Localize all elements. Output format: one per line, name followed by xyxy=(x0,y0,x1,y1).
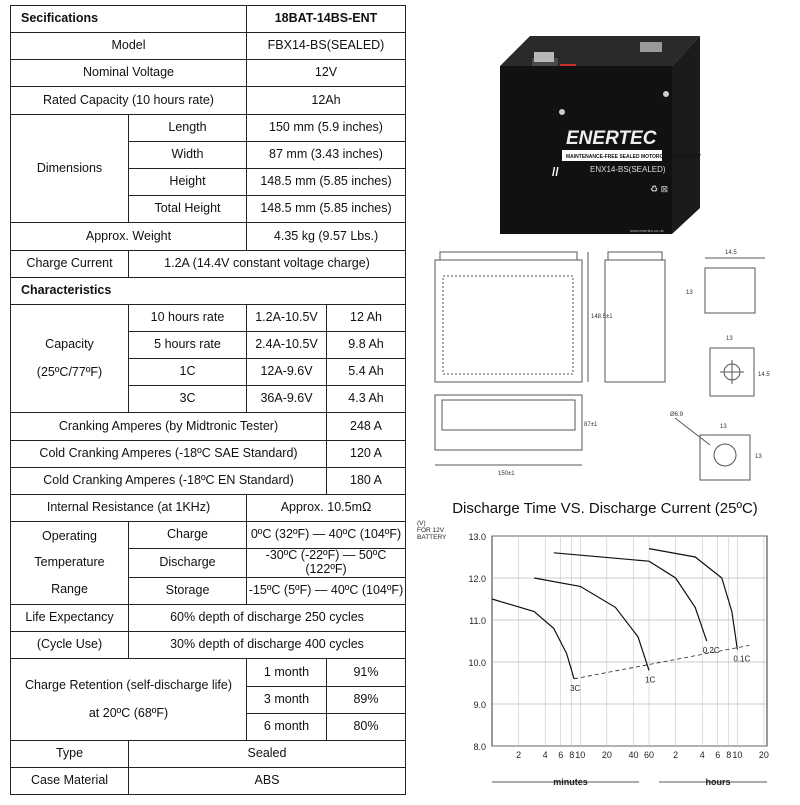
brand-logo: ENERTEC xyxy=(566,128,657,149)
temp-range xyxy=(247,522,406,549)
series-line-1C xyxy=(534,578,649,670)
x-hour-tick-label: 6 xyxy=(715,750,721,760)
temp-low: 0ºC (32ºF) xyxy=(250,527,310,542)
cranking-label: Cranking Amperes (by Midtronic Tester) xyxy=(11,413,327,440)
capacity-rate: 1C xyxy=(129,359,247,386)
terminal-detail-outline xyxy=(700,435,750,480)
diameter-leader xyxy=(675,418,710,445)
front-view-outline xyxy=(435,260,582,382)
side-view-lid xyxy=(608,252,662,260)
dim-value: 87 mm (3.43 inches) xyxy=(247,141,406,168)
life-label-line1: Life Expectancy xyxy=(11,605,129,632)
capacity-value: 4.3 Ah xyxy=(327,386,406,413)
term-width-label: 13 xyxy=(720,424,727,430)
recycle-icon: ♻ ⊠ xyxy=(650,184,669,194)
x-minute-tick-label: 6 xyxy=(558,750,564,760)
y-tick-label: 9.0 xyxy=(473,700,486,710)
temperature-group-label xyxy=(11,522,129,605)
technical-drawings xyxy=(420,240,795,495)
life-row: 30% depth of discharge 400 cycles xyxy=(129,632,406,659)
retention-line1: Charge Retention (self-discharge life) xyxy=(24,677,233,692)
retention-period: 1 month xyxy=(247,659,327,686)
temp-mode: Storage xyxy=(129,577,247,604)
series-label: 1C xyxy=(645,675,656,685)
temp-dash: — xyxy=(314,583,328,598)
cranking-label: Cold Cranking Amperes (-18ºC SAE Standard) xyxy=(11,440,327,467)
battery-product-image xyxy=(490,18,712,240)
retention-value: 91% xyxy=(327,659,406,686)
temp-high: 50ºC (122ºF) xyxy=(305,548,387,577)
terminal-detail-circle xyxy=(714,444,736,466)
voltage-label: Nominal Voltage xyxy=(11,60,247,87)
term-height-label: 13 xyxy=(755,454,762,460)
capacity-value: 12Ah xyxy=(247,87,406,114)
y-tick-label: 10.0 xyxy=(468,658,486,668)
cranking-value: 180 A xyxy=(327,467,406,494)
hours-label: hours xyxy=(705,777,731,787)
base-depth-label: 87±1 xyxy=(584,422,598,428)
screw-icon xyxy=(559,109,565,115)
cranking-value: 120 A xyxy=(327,440,406,467)
end-width-label: 13 xyxy=(726,336,733,342)
x-minute-tick-label: 20 xyxy=(601,750,612,760)
model-value: FBX14-BS(SEALED) xyxy=(247,33,406,60)
dimensions-label: Dimensions xyxy=(11,114,129,223)
resistance-label: Internal Resistance (at 1KHz) xyxy=(11,495,247,522)
negative-terminal-icon xyxy=(534,52,554,62)
dim-value: 148.5 mm (5.85 inches) xyxy=(247,196,406,223)
type-label: Type xyxy=(11,741,129,768)
capacity-rate: 10 hours rate xyxy=(129,304,247,331)
temperature-line: Range xyxy=(51,582,88,596)
series-line-0.2C xyxy=(554,553,707,641)
spec-table xyxy=(10,5,406,795)
battery-top-face xyxy=(500,36,700,66)
temp-mode: Discharge xyxy=(129,549,247,578)
spec-title: Secifications xyxy=(11,6,247,33)
y-axis-label: (V) xyxy=(417,520,426,527)
dim-label: Height xyxy=(129,168,247,195)
temp-low: -15ºC (5ºF) xyxy=(248,583,312,598)
resistance-value: Approx. 10.5mΩ xyxy=(247,495,406,522)
voltage-value: 12V xyxy=(247,60,406,87)
plot-frame xyxy=(492,536,767,746)
front-view-lid xyxy=(440,252,577,260)
base-view-outline xyxy=(435,395,582,450)
capacity-current: 12A-9.6V xyxy=(247,359,327,386)
weight-label: Approx. Weight xyxy=(11,223,247,250)
life-row: 60% depth of discharge 250 cycles xyxy=(129,605,406,632)
x-minute-tick-label: 4 xyxy=(542,750,548,760)
base-view-inner xyxy=(442,400,575,430)
term-dia-label: Ø6.9 xyxy=(670,412,684,418)
temp-range xyxy=(247,577,406,604)
temperature-line: Temperature xyxy=(34,555,105,570)
y-tick-label: 12.0 xyxy=(468,574,486,584)
capacity-group-label xyxy=(11,304,129,413)
capacity-value: 9.8 Ah xyxy=(327,331,406,358)
battery-side-face xyxy=(672,36,700,234)
retention-period: 6 month xyxy=(247,713,327,740)
dim-label: Total Height xyxy=(129,196,247,223)
temp-high: 40ºC (104ºF) xyxy=(330,583,404,598)
x-hour-tick-label: 20 xyxy=(758,750,769,760)
temp-high: 40ºC (104ºF) xyxy=(328,527,402,542)
series-label: 3C xyxy=(570,683,581,693)
y-axis-label: FOR 12V xyxy=(417,527,445,534)
discharge-chart xyxy=(412,518,800,800)
charge-current-value: 1.2A (14.4V constant voltage charge) xyxy=(129,250,406,277)
retention-value: 89% xyxy=(327,686,406,713)
series-label: 0.1C xyxy=(733,654,751,664)
front-view-inner xyxy=(443,276,573,374)
series-label: 0.2C xyxy=(702,646,720,655)
product-model: ENX14-BS(SEALED) xyxy=(590,165,666,174)
characteristics-title: Characteristics xyxy=(11,277,406,304)
temp-dash: — xyxy=(342,548,356,563)
x-hour-tick-label: 10 xyxy=(732,750,743,760)
top-width-label: 14.5 xyxy=(725,250,737,256)
temp-dash: — xyxy=(312,527,326,542)
product-tagline: MAINTENANCE-FREE SEALED MOTORCYCLE BATTERY xyxy=(566,154,701,160)
capacity-rate: 3C xyxy=(129,386,247,413)
cranking-value: 248 A xyxy=(327,413,406,440)
capacity-label: Rated Capacity (10 hours rate) xyxy=(11,87,247,114)
weight-value: 4.35 kg (9.57 Lbs.) xyxy=(247,223,406,250)
side-height-label: 13 xyxy=(686,290,693,296)
screw-icon xyxy=(663,91,669,97)
case-value: ABS xyxy=(129,768,406,795)
x-minute-tick-label: 10 xyxy=(575,750,586,760)
discharge-chart-svg xyxy=(412,518,800,800)
model-code: 18BAT-14BS-ENT xyxy=(247,6,406,33)
side-view-outline xyxy=(605,260,665,382)
base-length-label: 150±1 xyxy=(498,471,515,477)
series-line-3C xyxy=(492,599,574,679)
capacity-group-line1: Capacity xyxy=(45,336,94,351)
end-height-label: 14.5 xyxy=(758,372,770,378)
capacity-group-line2: (25ºC/77ºF) xyxy=(36,364,103,379)
top-view-outline xyxy=(705,268,755,313)
charge-current-label: Charge Current xyxy=(11,250,129,277)
x-minute-tick-label: 8 xyxy=(569,750,575,760)
capacity-value: 12 Ah xyxy=(327,304,406,331)
series-line-0.1C xyxy=(649,549,737,650)
positive-terminal-icon xyxy=(640,42,662,52)
retention-value: 80% xyxy=(327,713,406,740)
x-hour-tick-label: 4 xyxy=(699,750,705,760)
retention-line2: at 20ºC (68ºF) xyxy=(88,705,169,720)
front-height-label: 148.5±1 xyxy=(591,314,613,320)
cranking-label: Cold Cranking Amperes (-18ºC EN Standard) xyxy=(11,467,327,494)
product-website: www.enertec.co.uk xyxy=(630,228,664,233)
dim-label: Length xyxy=(129,114,247,141)
dim-value: 148.5 mm (5.85 inches) xyxy=(247,168,406,195)
chart-title: Discharge Time VS. Discharge Current (25ºC) xyxy=(452,500,758,517)
temperature-line: Operating xyxy=(42,528,97,543)
retention-period: 3 month xyxy=(247,686,327,713)
dim-value: 150 mm (5.9 inches) xyxy=(247,114,406,141)
x-hour-tick-label: 8 xyxy=(726,750,732,760)
life-label-line2: (Cycle Use) xyxy=(11,632,129,659)
x-minute-tick-label: 60 xyxy=(644,750,655,760)
case-label: Case Material xyxy=(11,768,129,795)
x-minute-tick-label: 40 xyxy=(628,750,639,760)
y-axis-label: BATTERY xyxy=(417,534,447,541)
temp-mode: Charge xyxy=(129,522,247,549)
capacity-current: 36A-9.6V xyxy=(247,386,327,413)
y-tick-label: 13.0 xyxy=(468,532,486,542)
capacity-current: 2.4A-10.5V xyxy=(247,331,327,358)
spec-sheet xyxy=(10,5,405,795)
dim-label: Width xyxy=(129,141,247,168)
x-hour-tick-label: 2 xyxy=(673,750,679,760)
capacity-current: 1.2A-10.5V xyxy=(247,304,327,331)
x-minute-tick-label: 2 xyxy=(516,750,522,760)
temp-low: -30ºC (-22ºF) xyxy=(265,548,340,563)
stripes-icon: // xyxy=(552,165,559,179)
y-tick-label: 11.0 xyxy=(469,616,486,626)
temp-range xyxy=(247,549,406,578)
type-value: Sealed xyxy=(129,741,406,768)
capacity-rate: 5 hours rate xyxy=(129,331,247,358)
minutes-label: minutes xyxy=(553,777,588,787)
model-label: Model xyxy=(11,33,247,60)
retention-group-label xyxy=(11,659,247,741)
capacity-value: 5.4 Ah xyxy=(327,359,406,386)
y-tick-label: 8.0 xyxy=(473,742,486,752)
